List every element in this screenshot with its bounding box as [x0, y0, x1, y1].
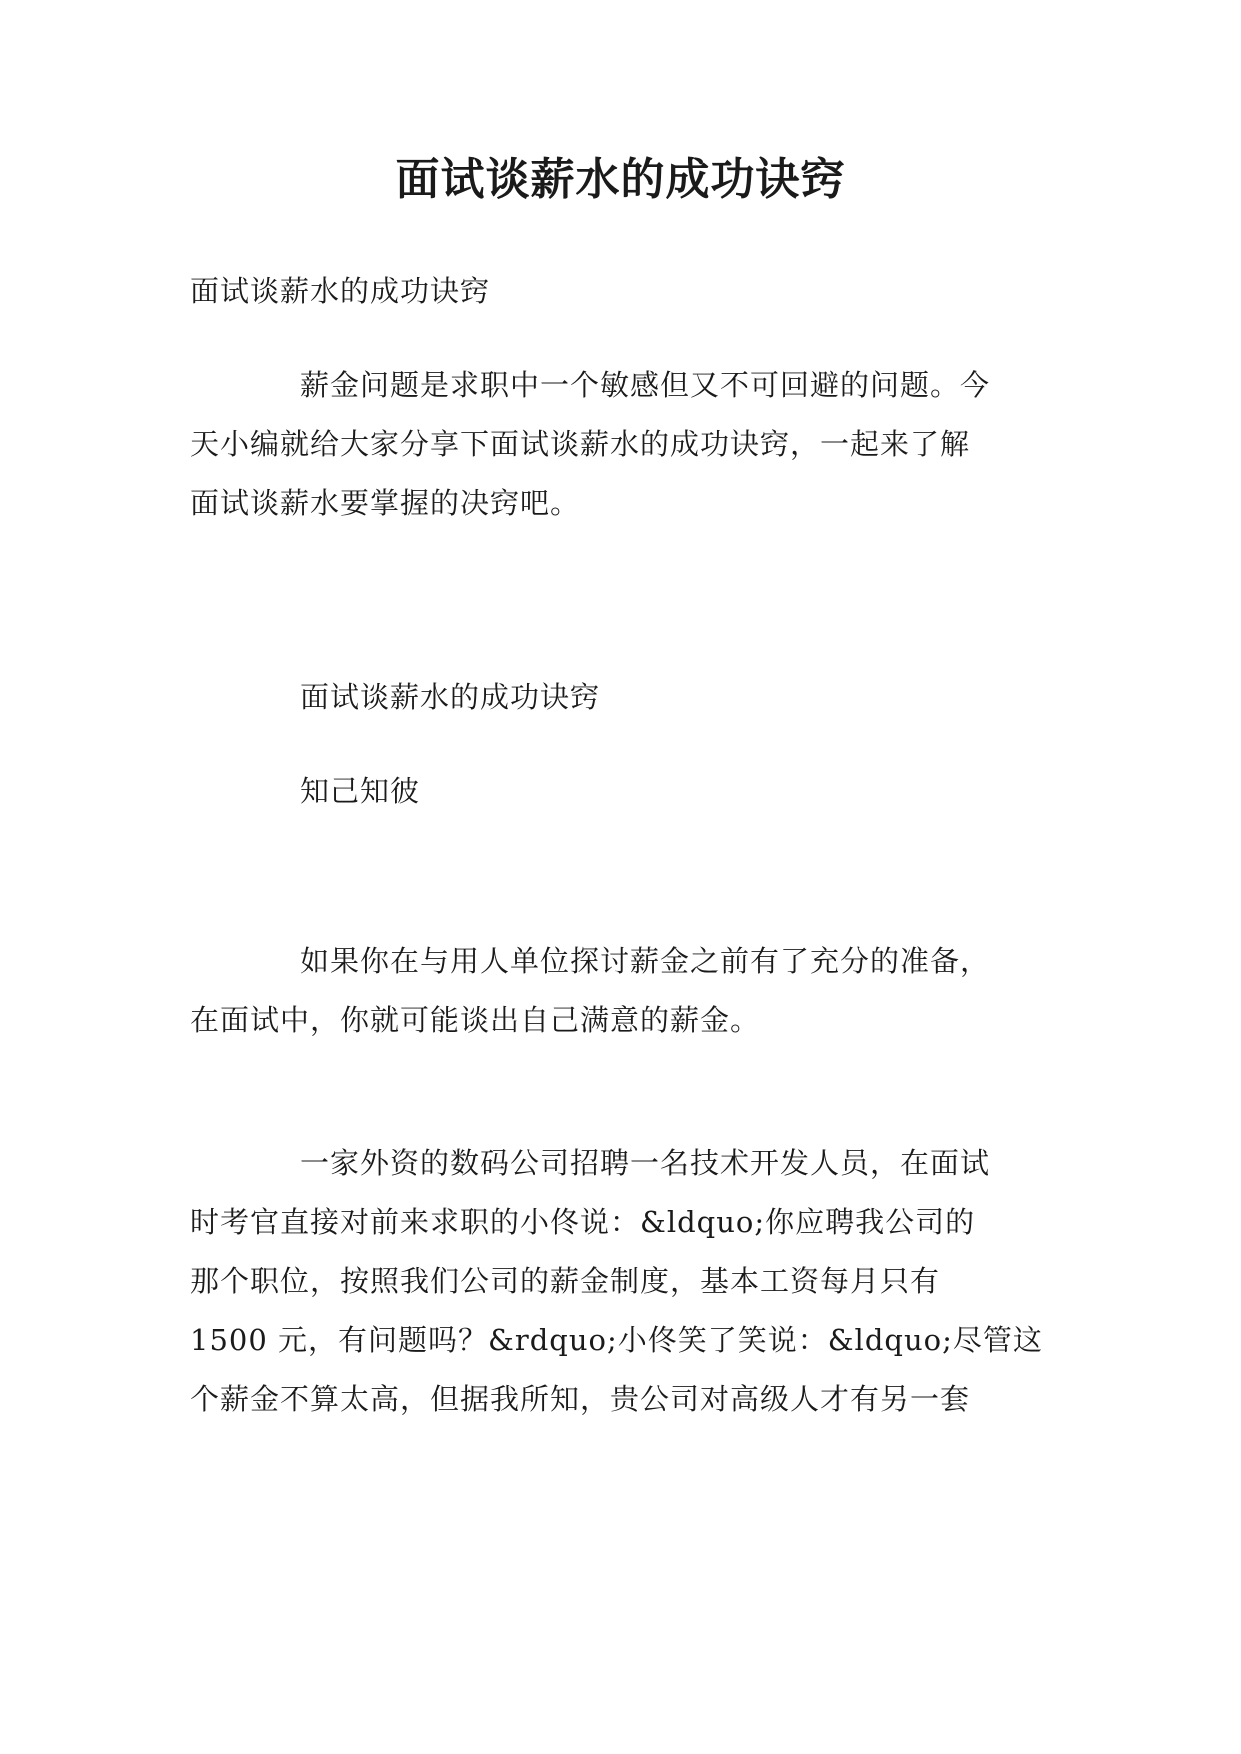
document-title: 面试谈薪水的成功诀窍 [395, 154, 846, 205]
paragraph-line: 知己知彼 [300, 774, 421, 808]
paragraph-example [190, 1134, 1060, 1429]
paragraph-subtitle [190, 262, 1060, 321]
paragraph-intro [190, 356, 1060, 533]
paragraph-line: 面试谈薪水的成功诀窍 [300, 680, 601, 714]
paragraph-line: 1500 元，有问题吗？&rdquo;小佟笑了笑说：&ldquo;尽管这 [190, 1323, 1043, 1357]
paragraph-line: 一家外资的数码公司招聘一名技术开发人员，在面试 [300, 1146, 991, 1180]
paragraph-preparation [190, 932, 1060, 1050]
subsection-heading [190, 762, 1060, 821]
paragraph-line: 在面试中，你就可能谈出自己满意的薪金。 [190, 1003, 761, 1037]
paragraph-line: 如果你在与用人单位探讨薪金之前有了充分的准备， [300, 944, 991, 978]
paragraph-line: 面试谈薪水要掌握的决窍吧。 [190, 486, 581, 520]
section-heading [190, 668, 1060, 727]
paragraph-line: 时考官直接对前来求职的小佟说：&ldquo;你应聘我公司的 [190, 1205, 976, 1239]
paragraph-line: 那个职位，按照我们公司的薪金制度，基本工资每月只有 [190, 1264, 941, 1298]
paragraph-line: 天小编就给大家分享下面试谈薪水的成功诀窍，一起来了解 [190, 427, 971, 461]
paragraph-line: 面试谈薪水的成功诀窍 [190, 274, 491, 308]
paragraph-line: 薪金问题是求职中一个敏感但又不可回避的问题。今 [300, 368, 991, 402]
paragraph-line: 个薪金不算太高，但据我所知，贵公司对高级人才有另一套 [190, 1382, 971, 1416]
